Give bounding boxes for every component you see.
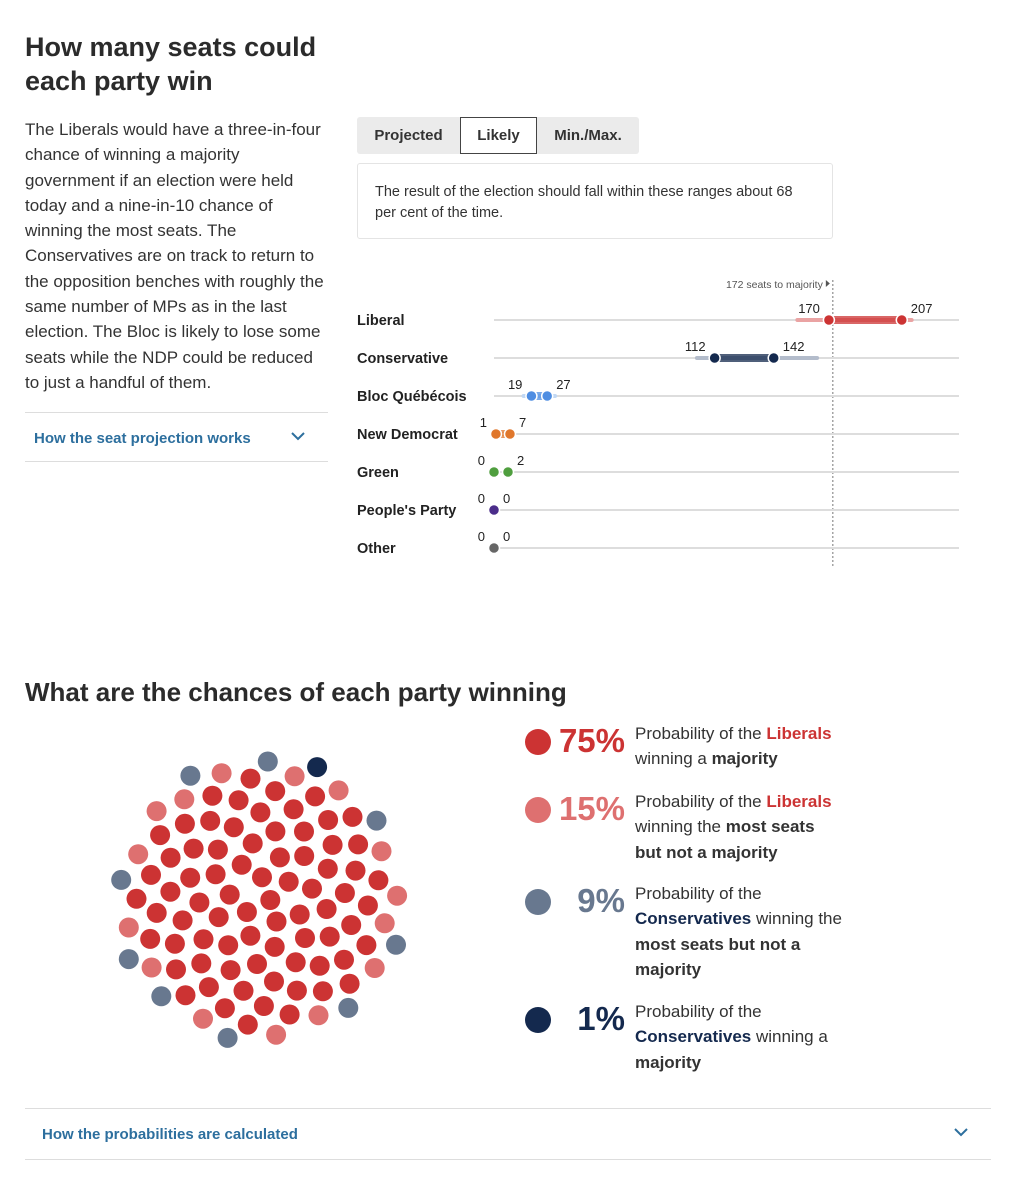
high-value-label: 0 bbox=[503, 529, 511, 544]
outcome-dot bbox=[280, 1005, 300, 1025]
low-marker bbox=[489, 467, 500, 478]
outcome-dot bbox=[329, 780, 349, 800]
outcome-dot bbox=[141, 865, 161, 885]
outcome-dot bbox=[295, 928, 315, 948]
probability-description: Probability of the Conservatives winning the most seats but not a majority bbox=[635, 884, 842, 979]
outcome-dot bbox=[260, 890, 280, 910]
probability-dot-chart bbox=[100, 740, 420, 1060]
outcome-dot bbox=[265, 821, 285, 841]
section-title-chances: What are the chances of each party winning bbox=[25, 677, 567, 707]
low-value-label: 19 bbox=[507, 377, 523, 392]
outcome-dot bbox=[368, 870, 388, 890]
outcome-dot bbox=[318, 859, 338, 879]
outcome-dot bbox=[194, 929, 214, 949]
outcome-dot bbox=[229, 790, 249, 810]
outcome-dot bbox=[127, 889, 147, 909]
outcome-dot bbox=[266, 1025, 286, 1045]
high-value-label: 207 bbox=[910, 301, 933, 316]
party-label: Liberal bbox=[357, 313, 405, 329]
probability-percent: 75% bbox=[558, 722, 625, 759]
seat-projection-accordion[interactable] bbox=[25, 412, 328, 462]
outcome-dot bbox=[284, 799, 304, 819]
outcome-dot bbox=[175, 814, 195, 834]
probability-description: Probability of the Liberals winning the most seats but not a majority bbox=[635, 792, 832, 862]
outcome-dot bbox=[334, 950, 354, 970]
triangle-right-icon bbox=[826, 280, 830, 287]
probability-percent: 1% bbox=[577, 1000, 625, 1037]
outcome-dot bbox=[238, 1015, 258, 1035]
tab-projected[interactable]: Projected bbox=[374, 127, 443, 144]
outcome-dot bbox=[348, 834, 368, 854]
party-label: Bloc Québécois bbox=[357, 389, 467, 405]
outcome-dot bbox=[305, 786, 325, 806]
high-value-label: 27 bbox=[556, 377, 571, 392]
outcome-dot bbox=[189, 893, 209, 913]
outcome-dot bbox=[191, 953, 211, 973]
outcome-dot bbox=[173, 910, 193, 930]
outcome-dot bbox=[290, 905, 310, 925]
outcome-dot bbox=[200, 811, 220, 831]
outcome-dot bbox=[265, 937, 285, 957]
probability-description: Probability of the Liberals winning a majority bbox=[635, 724, 832, 769]
probabilities-accordion[interactable] bbox=[25, 1108, 991, 1160]
outcome-dot bbox=[294, 846, 314, 866]
outcome-dot bbox=[309, 1005, 329, 1025]
outcome-dot bbox=[386, 935, 406, 955]
outcome-dot bbox=[323, 835, 343, 855]
outcome-dot bbox=[356, 935, 376, 955]
low-marker bbox=[489, 543, 500, 554]
outcome-dot bbox=[335, 883, 355, 903]
outcome-dot bbox=[302, 879, 322, 899]
outcome-dot bbox=[387, 886, 407, 906]
low-marker bbox=[490, 429, 501, 440]
outcome-dot bbox=[294, 822, 314, 842]
outcome-dot bbox=[243, 833, 263, 853]
outcome-dot bbox=[340, 974, 360, 994]
outcome-dot bbox=[241, 769, 261, 789]
outcome-dot bbox=[237, 902, 257, 922]
outcome-dot bbox=[165, 934, 185, 954]
high-marker bbox=[768, 353, 779, 364]
outcome-dot bbox=[218, 935, 238, 955]
outcome-dot bbox=[160, 882, 180, 902]
range-note: The result of the election should fall within these ranges about 68 per cent of the time. bbox=[357, 163, 833, 239]
outcome-dot bbox=[313, 981, 333, 1001]
outcome-dot bbox=[184, 839, 204, 859]
high-value-label: 7 bbox=[518, 415, 527, 430]
outcome-dot bbox=[285, 766, 305, 786]
outcome-dot bbox=[264, 972, 284, 992]
outcome-dot bbox=[341, 915, 361, 935]
probability-percent: 15% bbox=[558, 790, 625, 827]
outcome-dot bbox=[372, 841, 392, 861]
section-title-seats: How many seats could each party win bbox=[25, 32, 317, 96]
high-marker bbox=[542, 391, 553, 402]
high-marker bbox=[896, 315, 907, 326]
outcome-dot bbox=[140, 929, 160, 949]
outcome-dot bbox=[147, 903, 167, 923]
party-label: New Democrat bbox=[357, 427, 458, 443]
outcome-dot bbox=[209, 907, 229, 927]
outcome-dot bbox=[346, 861, 366, 881]
outcome-dot bbox=[147, 801, 167, 821]
outcome-dot bbox=[180, 766, 200, 786]
outcome-dot bbox=[279, 872, 299, 892]
outcome-dot bbox=[240, 926, 260, 946]
outcome-dot bbox=[320, 927, 340, 947]
outcome-dot bbox=[365, 958, 385, 978]
outcome-dot bbox=[220, 885, 240, 905]
outcome-dot bbox=[317, 899, 337, 919]
low-marker bbox=[823, 315, 834, 326]
tab-min-max[interactable]: Min./Max. bbox=[554, 127, 622, 144]
outcome-dot bbox=[252, 867, 272, 887]
outcome-dot bbox=[247, 954, 267, 974]
outcome-dot bbox=[202, 786, 222, 806]
probability-description: Probability of the Conservatives winning a majority bbox=[635, 1002, 828, 1072]
chevron-down-icon bbox=[291, 432, 305, 441]
outcome-dot bbox=[267, 912, 287, 932]
outcome-dot bbox=[287, 981, 307, 1001]
accordion-label: How the probabilities are calculated bbox=[42, 1126, 298, 1143]
party-label: People's Party bbox=[357, 503, 457, 519]
outcome-dot bbox=[358, 896, 378, 916]
low-value-label: 170 bbox=[798, 301, 820, 316]
outcome-dot bbox=[212, 763, 232, 783]
outcome-dot bbox=[224, 817, 244, 837]
low-value-label: 112 bbox=[684, 339, 706, 354]
outcome-dot bbox=[367, 811, 387, 831]
outcome-dot bbox=[166, 959, 186, 979]
high-marker bbox=[503, 467, 514, 478]
high-value-label: 2 bbox=[517, 453, 525, 468]
outcome-dot bbox=[180, 868, 200, 888]
outcome-dot bbox=[375, 913, 395, 933]
accordion-label: How the seat projection works bbox=[34, 430, 251, 447]
outcome-dot bbox=[234, 981, 254, 1001]
probability-percent: 9% bbox=[577, 882, 625, 919]
outcome-dot bbox=[307, 757, 327, 777]
majority-label: 172 seats to majority bbox=[725, 279, 823, 291]
outcome-dot bbox=[218, 1028, 238, 1048]
low-marker bbox=[489, 505, 500, 516]
outcome-dot bbox=[254, 996, 274, 1016]
high-value-label: 142 bbox=[782, 339, 805, 354]
outcome-dot bbox=[128, 844, 148, 864]
low-value-label: 1 bbox=[479, 415, 487, 430]
low-value-label: 0 bbox=[477, 529, 485, 544]
outcome-dot bbox=[206, 864, 226, 884]
high-marker bbox=[504, 429, 515, 440]
outcome-dot bbox=[221, 960, 241, 980]
seat-range-chart bbox=[340, 270, 970, 570]
outcome-dot bbox=[176, 985, 196, 1005]
outcome-dot bbox=[258, 752, 278, 772]
outcome-dot bbox=[343, 807, 363, 827]
outcome-dot bbox=[270, 847, 290, 867]
outcome-dot bbox=[142, 958, 162, 978]
range-tabs bbox=[357, 117, 639, 154]
high-value-label: 0 bbox=[503, 491, 511, 506]
outcome-dot bbox=[338, 998, 358, 1018]
low-value-label: 0 bbox=[477, 453, 485, 468]
low-marker bbox=[526, 391, 537, 402]
outcome-dot bbox=[193, 1009, 213, 1029]
seats-summary: The Liberals would have a three-in-four chance of winning a majority government if an election were held today and a nine-in-10 chance of winning the most seats. The Conservatives are on track to return to the opposition benches with roughly the same number of MPs as in the last election. The Bloc is likely to lose some seats while the NDP could be reduced to just a handful of them. bbox=[25, 120, 324, 392]
low-marker bbox=[709, 353, 720, 364]
outcome-dot bbox=[250, 802, 270, 822]
outcome-dot bbox=[161, 848, 181, 868]
outcome-dot bbox=[111, 870, 131, 890]
outcome-dot bbox=[215, 998, 235, 1018]
party-label: Conservative bbox=[357, 351, 449, 367]
party-label: Green bbox=[357, 465, 399, 481]
outcome-dot bbox=[119, 918, 139, 938]
outcome-dot bbox=[150, 825, 170, 845]
outcome-dot bbox=[208, 840, 228, 860]
low-value-label: 0 bbox=[477, 491, 485, 506]
chevron-down-icon bbox=[954, 1128, 968, 1137]
outcome-dot bbox=[318, 810, 338, 830]
outcome-dot bbox=[151, 986, 171, 1006]
outcome-dot bbox=[232, 855, 252, 875]
tab-likely[interactable]: Likely bbox=[460, 117, 537, 154]
outcome-dot bbox=[174, 789, 194, 809]
outcome-dot bbox=[265, 781, 285, 801]
outcome-dot bbox=[199, 977, 219, 997]
party-label: Other bbox=[357, 541, 396, 557]
outcome-dot bbox=[119, 949, 139, 969]
outcome-dot bbox=[310, 956, 330, 976]
outcome-dot bbox=[286, 952, 306, 972]
